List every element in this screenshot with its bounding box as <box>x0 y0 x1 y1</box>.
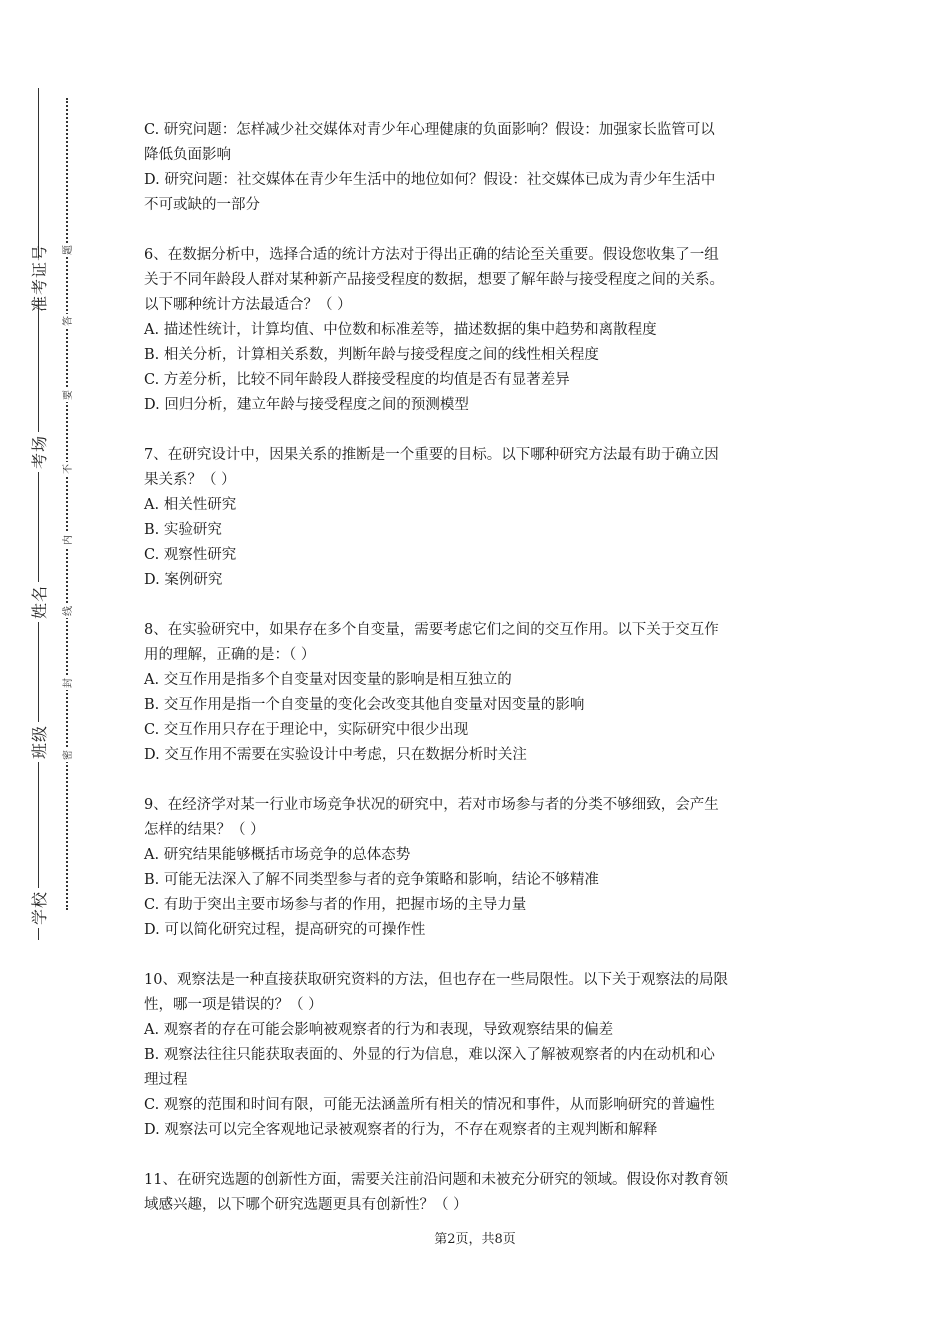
question-line: 9、在经济学对某一行业市场竞争状况的研究中，若对市场参与者的分类不够细致，会产生 <box>144 797 719 813</box>
question-line: A. 观察者的存在可能会影响被观察者的行为和表现，导致观察结果的偏差 <box>144 1022 614 1038</box>
seal-char-mi: 密 <box>59 748 73 762</box>
seal-char-ti: 题 <box>59 243 73 257</box>
question-line: B. 可能无法深入了解不同类型参与者的竞争策略和影响，结论不够精准 <box>144 872 599 888</box>
question-line: 性，哪一项是错误的？（ ） <box>144 997 323 1013</box>
question-line: A. 描述性统计，计算均值、中位数和标准差等，描述数据的集中趋势和离散程度 <box>144 322 657 338</box>
question-line: B. 相关分析，计算相关系数，判断年龄与接受程度之间的线性相关程度 <box>144 347 599 363</box>
question-line: A. 研究结果能够概括市场竞争的总体态势 <box>144 847 411 863</box>
seal-char-nei: 内 <box>59 533 73 547</box>
question-line: D. 案例研究 <box>144 572 223 588</box>
field-name-label: 姓名 <box>18 582 58 622</box>
field-exam-number-label: 准考证号 <box>18 258 58 298</box>
question-line: 6、在数据分析中，选择合适的统计方法对于得出正确的结论至关重要。假设您收集了一组 <box>144 247 719 263</box>
question-line: A. 相关性研究 <box>144 497 237 513</box>
question-q5-tail <box>144 118 812 218</box>
field-class-label: 班级 <box>18 722 58 762</box>
question-line: D. 交互作用不需要在实验设计中考虑，只在数据分析时关注 <box>144 747 527 763</box>
question-line: C. 方差分析，比较不同年龄段人群接受程度的均值是否有显著差异 <box>144 372 570 388</box>
field-exam-room-label: 考场 <box>18 432 58 472</box>
question-line: 不可或缺的一部分 <box>144 197 260 213</box>
question-q8 <box>144 618 812 768</box>
exam-questions <box>144 118 812 1243</box>
question-line: 关于不同年龄段人群对某种新产品接受程度的数据，想要了解年龄与接受程度之间的关系。 <box>144 272 724 288</box>
question-line: C. 研究问题：怎样减少社交媒体对青少年心理健康的负面影响？假设：加强家长监管可以 <box>144 122 715 138</box>
question-q11 <box>144 1168 812 1218</box>
binding-solid-line <box>38 88 39 940</box>
question-line: 果关系？（ ） <box>144 472 236 488</box>
question-line: D. 回归分析，建立年龄与接受程度之间的预测模型 <box>144 397 469 413</box>
field-school-label: 学校 <box>18 888 58 928</box>
question-line: 域感兴趣，以下哪个研究选题更具有创新性？（ ） <box>144 1197 468 1213</box>
question-line: B. 交互作用是指一个自变量的变化会改变其他自变量对因变量的影响 <box>144 697 585 713</box>
seal-char-xian: 线 <box>59 604 73 618</box>
page-number: 第2页，共8页 <box>434 1232 516 1247</box>
question-q10 <box>144 968 812 1143</box>
question-line: B. 实验研究 <box>144 522 222 538</box>
seal-char-feng: 封 <box>59 676 73 690</box>
question-line: D. 可以简化研究过程，提高研究的可操作性 <box>144 922 426 938</box>
question-line: 怎样的结果？（ ） <box>144 822 265 838</box>
binding-dotted-line <box>66 98 68 910</box>
question-line: C. 交互作用只存在于理论中，实际研究中很少出现 <box>144 722 469 738</box>
question-line: C. 有助于突出主要市场参与者的作用，把握市场的主导力量 <box>144 897 527 913</box>
question-line: 降低负面影响 <box>144 147 231 163</box>
question-line: 11、在研究选题的创新性方面，需要关注前沿问题和未被充分研究的领域。假设你对教育领 <box>144 1172 728 1188</box>
question-line: 用的理解，正确的是：（ ） <box>144 647 316 663</box>
question-line: 10、观察法是一种直接获取研究资料的方法，但也存在一些局限性。以下关于观察法的局限 <box>144 972 728 988</box>
question-q6 <box>144 243 812 418</box>
question-line: D. 研究问题：社交媒体在青少年生活中的地位如何？假设：社交媒体已成为青少年生活中 <box>144 172 716 188</box>
question-q9 <box>144 793 812 943</box>
question-line: D. 观察法可以完全客观地记录被观察者的行为，不存在观察者的主观判断和解释 <box>144 1122 658 1138</box>
question-line: B. 观察法往往只能获取表面的、外显的行为信息，难以深入了解被观察者的内在动机和心 <box>144 1047 715 1063</box>
question-line: 8、在实验研究中，如果存在多个自变量，需要考虑它们之间的交互作用。以下关于交互作 <box>144 622 719 638</box>
seal-char-bu: 不 <box>59 462 73 476</box>
question-q7 <box>144 443 812 593</box>
question-line: 以下哪种统计方法最适合？（ ） <box>144 297 352 313</box>
question-line: A. 交互作用是指多个自变量对因变量的影响是相互独立的 <box>144 672 512 688</box>
question-line: C. 观察性研究 <box>144 547 237 563</box>
question-line: 7、在研究设计中，因果关系的推断是一个重要的目标。以下哪种研究方法最有助于确立因 <box>144 447 719 463</box>
question-line: 理过程 <box>144 1072 188 1088</box>
question-line: C. 观察的范围和时间有限，可能无法涵盖所有相关的情况和事件，从而影响研究的普遍性 <box>144 1097 715 1113</box>
seal-char-yao: 要 <box>59 388 73 402</box>
seal-char-da: 答 <box>59 314 73 328</box>
binding-margin <box>0 0 100 1344</box>
